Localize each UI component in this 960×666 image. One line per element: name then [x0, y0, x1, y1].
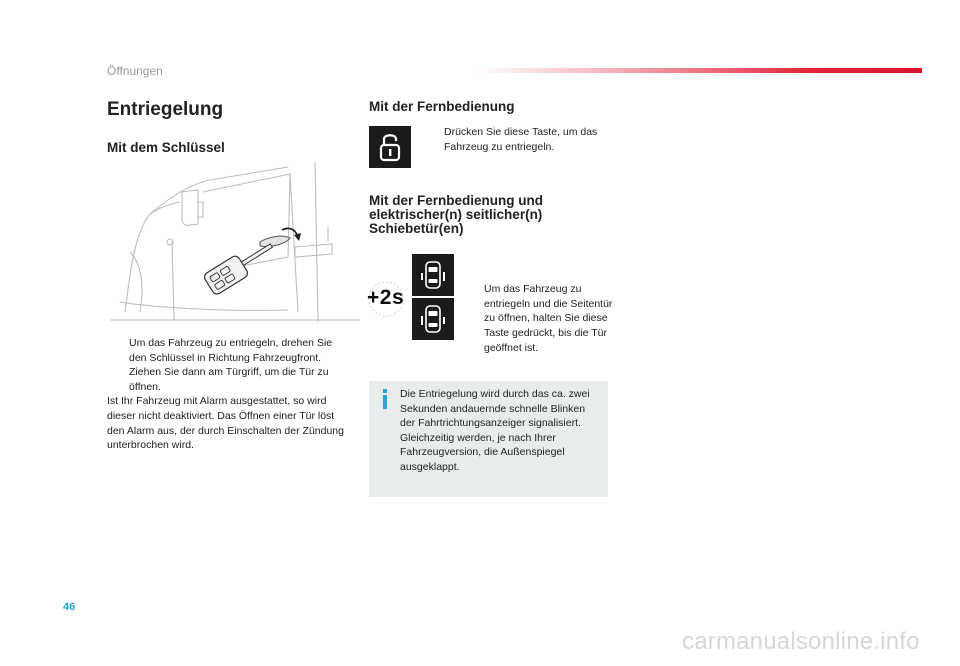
key-section-heading: Mit dem Schlüssel	[107, 140, 225, 155]
page-title: Entriegelung	[107, 99, 224, 120]
sliding-door-left-button-image	[412, 254, 454, 296]
sliding-door-right-button-image	[412, 298, 454, 340]
remote-bullet: Drücken Sie diese Taste, um das Fahrzeug zu entriegeln.	[444, 126, 598, 153]
key-bullet-2: Ziehen Sie dann am Türgriff, um die Tür zu öffnen.	[129, 366, 329, 393]
info-icon	[380, 389, 390, 409]
sliding-door-right-icon	[412, 298, 454, 340]
sliding-door-section-heading: Mit der Fernbedienung und elektrischer(n) seitlicher(n) Schiebetür(en)	[369, 193, 543, 236]
list-item	[422, 125, 639, 154]
list-item	[107, 365, 352, 394]
header-accent-bar	[475, 68, 922, 73]
unlock-icon	[369, 126, 411, 168]
watermark: carmanualsonline.info	[682, 628, 920, 655]
info-line-1: Die Entriegelung wird durch das ca. zwei Sekunden andauernde schnelle Blinken der Fahrtrichtungsanzeiger signalisiert.	[400, 388, 590, 430]
sliding-bullet: Um das Fahrzeug zu entriegeln und die Seitentür zu öffnen, halten Sie diese Taste gedrückt, bis die Tür geöffnet ist.	[484, 283, 613, 354]
key-instructions	[107, 336, 352, 453]
remote-section-heading: Mit der Fernbedienung	[369, 99, 515, 114]
info-line-2: Gleichzeitig werden, je nach Ihrer Fahrzeugversion, die Außenspiegel ausgeklappt.	[400, 431, 565, 473]
unlock-button-image	[369, 126, 411, 168]
section-label: Öffnungen	[107, 64, 163, 78]
page-number: 46	[63, 601, 76, 613]
alarm-paragraph: Ist Ihr Fahrzeug mit Alarm ausgestattet, so wird dieser nicht deaktiviert. Das Öffnen einer Tür löst den Alarm aus, der durch Einschalten der Zündung unterbrochen wird.	[107, 395, 344, 452]
sliding-door-left-icon	[412, 254, 454, 296]
list-item	[462, 282, 624, 355]
list-item	[107, 336, 352, 365]
key-bullet-1: Um das Fahrzeug zu entriegeln, drehen Sie den Schlüssel in Richtung Fahrzeugfront.	[129, 337, 333, 364]
key-door-illustration	[110, 162, 360, 327]
timer-label: +2s	[367, 286, 405, 309]
info-text	[400, 387, 600, 475]
